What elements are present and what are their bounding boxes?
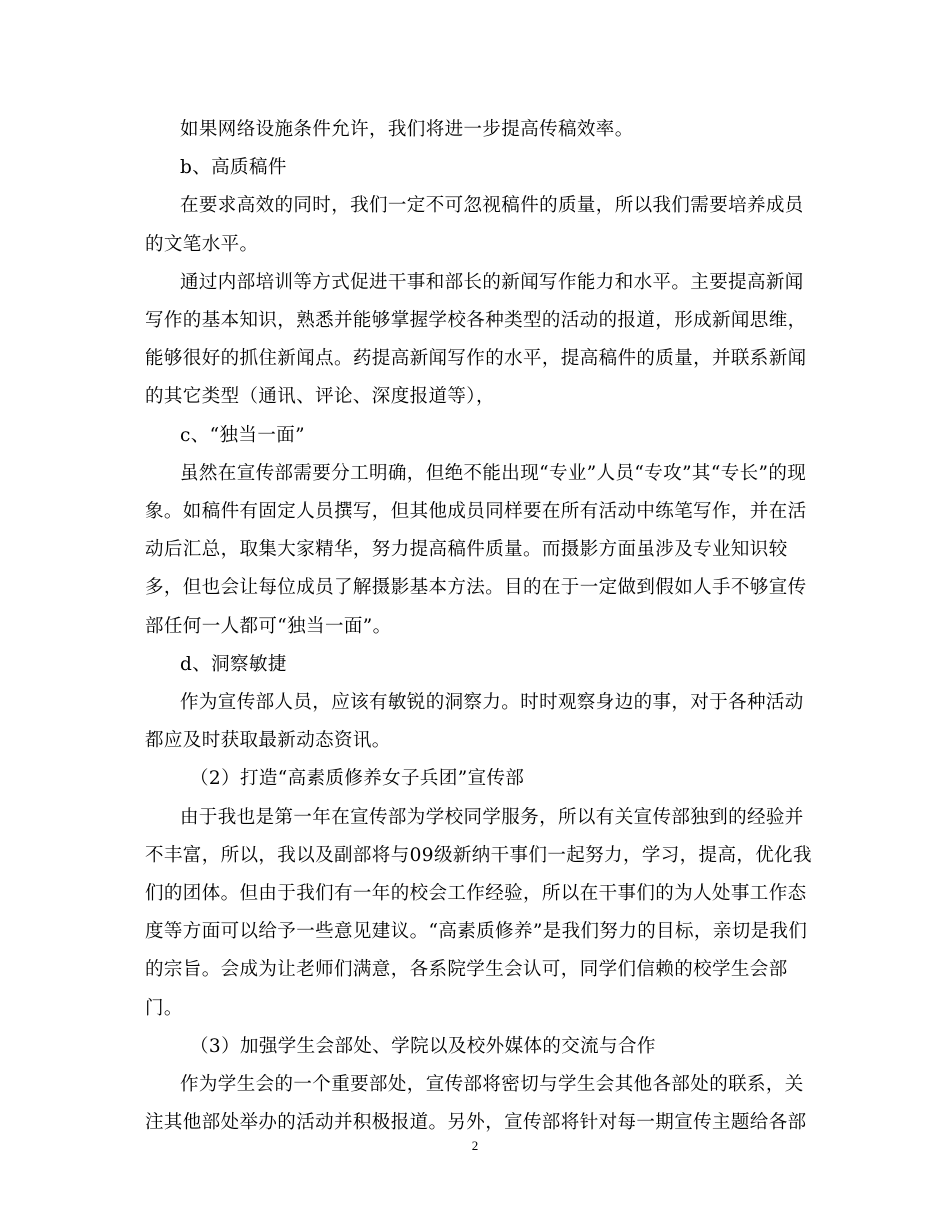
paragraph-line: 通过内部培训等方式促进干事和部长的新闻写作能力和水平。主要提高新闻 xyxy=(180,271,804,293)
paragraph-line: 部任何一人都可“独当一面”。 xyxy=(145,615,392,637)
page-number: 2 xyxy=(471,1138,479,1153)
section-heading-c: c、“独当一面” xyxy=(180,424,305,446)
paragraph-line: 不丰富，所以，我以及副部将与09级新纳干事们一起努力，学习，提高，优化我 xyxy=(145,844,812,866)
paragraph-line: 作为宣传部人员，应该有敏锐的洞察力。时时观察身边的事，对于各种活动 xyxy=(180,692,804,713)
section-heading-b: b、高质稿件 xyxy=(180,157,287,179)
paragraph-line: 在要求高效的同时，我们一定不可忽视稿件的质量，所以我们需要培养成员 xyxy=(180,195,804,217)
paragraph-line: 们的团体。但由于我们有一年的校会工作经验，所以在干事们的为人处事工作态 xyxy=(145,883,807,904)
paragraph-line: 多，但也会让每位成员了解摄影基本方法。目的在于一定做到假如人手不够宣传 xyxy=(145,577,807,599)
paragraph-line: 都应及时获取最新动态资讯。 xyxy=(145,730,391,752)
paragraph-line: 如果网络设施条件允许，我们将进一步提高传稿效率。 xyxy=(180,119,634,140)
paragraph-line: 动后汇总，取集大家精华，努力提高稿件质量。而摄影方面虽涉及专业知识较 xyxy=(145,539,788,561)
paragraph-line: 的其它类型（通讯、评论、深度报道等）， xyxy=(145,386,495,408)
section-heading-2: （2）打造“高素质修养女子兵团”宣传部 xyxy=(190,768,525,790)
paragraph-line: 门。 xyxy=(145,997,183,1019)
paragraph-line: 象。如稿件有固定人员撰写，但其他成员同样要在所有活动中练笔写作，并在活 xyxy=(145,501,807,522)
paragraph-line: 能够很好的抓住新闻点。药提高新闻写作的水平，提高稿件的质量，并联系新闻 xyxy=(145,348,807,370)
paragraph-line: 的文笔水平。 xyxy=(145,233,259,255)
paragraph-line: 虽然在宣传部需要分工明确，但绝不能出现“专业”人员“专攻”其“专长”的现 xyxy=(180,462,807,484)
paragraph-line: 写作的基本知识，熟悉并能够掌握学校各种类型的活动的报道，形成新闻思维， xyxy=(145,310,807,331)
paragraph-line: 的宗旨。会成为让老师们满意，各系院学生会认可，同学们信赖的校学生会部 xyxy=(145,959,788,981)
section-heading-d: d、洞察敏捷 xyxy=(180,653,287,675)
paragraph-line: 由于我也是第一年在宣传部为学校同学服务，所以有关宣传部独到的经验并 xyxy=(180,806,804,828)
section-heading-3: （3）加强学生会部处、学院以及校外媒体的交流与合作 xyxy=(190,1035,656,1057)
paragraph-line: 作为学生会的一个重要部处，宣传部将密切与学生会其他各部处的联系，关 xyxy=(180,1074,804,1095)
paragraph-line: 注其他部处举办的活动并积极报道。另外，宣传部将针对每一期宣传主题给各部 xyxy=(145,1112,807,1134)
paragraph-line: 度等方面可以给予一些意见建议。“高素质修养”是我们努力的目标，亲切是我们 xyxy=(145,921,808,943)
